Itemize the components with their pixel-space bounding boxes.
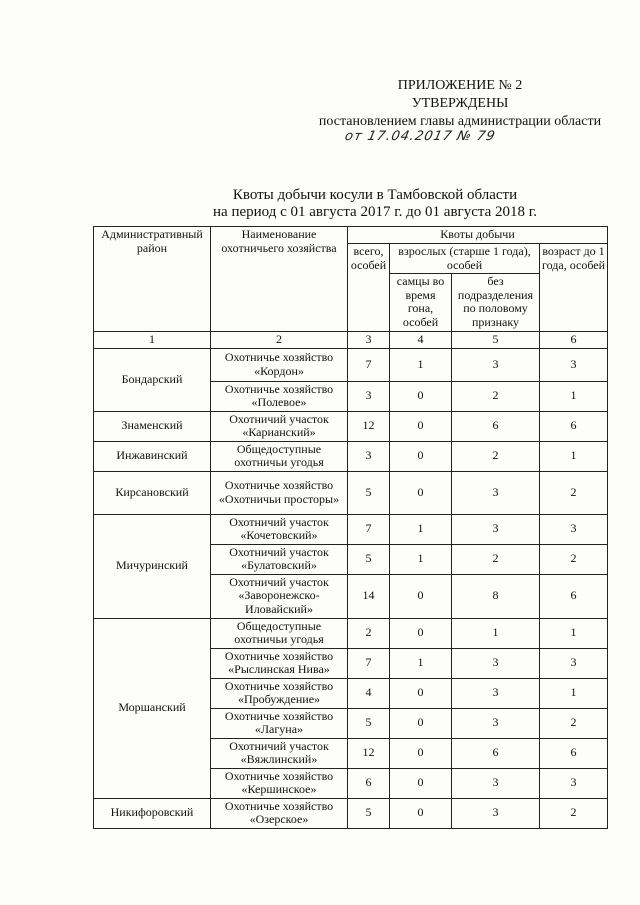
young-cell: 3	[540, 348, 608, 381]
farm-cell: Охотничий участок «Булатовский»	[211, 544, 348, 574]
header-under-one: возраст до 1 года, особей	[540, 244, 608, 332]
young-cell: 3	[540, 514, 608, 544]
farm-cell: Охотничье хозяйство «Полевое»	[211, 381, 348, 411]
total-cell: 2	[348, 618, 390, 648]
farm-cell: Охотничий участок «Заворонежско-Иловайский»	[211, 574, 348, 618]
farm-cell: Общедоступные охотничьи угодья	[211, 618, 348, 648]
young-cell: 6	[540, 738, 608, 768]
no-sex-cell: 3	[452, 471, 540, 514]
males-cell: 1	[390, 648, 452, 678]
farm-cell: Общедоступные охотничьи угодья	[211, 441, 348, 471]
young-cell: 1	[540, 618, 608, 648]
no-sex-cell: 3	[452, 798, 540, 828]
total-cell: 7	[348, 348, 390, 381]
young-cell: 2	[540, 798, 608, 828]
no-sex-cell: 3	[452, 708, 540, 738]
total-cell: 5	[348, 544, 390, 574]
decree-line: постановлением главы администрации области	[318, 114, 602, 129]
males-cell: 1	[390, 514, 452, 544]
total-cell: 7	[348, 648, 390, 678]
no-sex-cell: 6	[452, 411, 540, 441]
district-cell: Знаменский	[94, 411, 211, 441]
total-cell: 4	[348, 678, 390, 708]
total-cell: 3	[348, 441, 390, 471]
young-cell: 2	[540, 471, 608, 514]
column-number: 1	[94, 332, 211, 349]
header-district: Административный район	[94, 227, 211, 332]
table-row	[94, 798, 608, 828]
title-line-2: на период с 01 августа 2017 г. до 01 августа 2018 г.	[213, 204, 537, 220]
males-cell: 0	[390, 618, 452, 648]
no-sex-cell: 3	[452, 514, 540, 544]
males-cell: 0	[390, 708, 452, 738]
document-title	[150, 187, 600, 221]
young-cell: 1	[540, 678, 608, 708]
handwritten-date-number: от 17.04.2017 № 79	[343, 129, 498, 144]
appendix-number: ПРИЛОЖЕНИЕ № 2	[397, 78, 523, 93]
farm-cell: Охотничье хозяйство «Лагуна»	[211, 708, 348, 738]
males-cell: 0	[390, 471, 452, 514]
total-cell: 12	[348, 411, 390, 441]
district-cell: Моршанский	[94, 618, 211, 798]
table-row	[94, 471, 608, 514]
no-sex-cell: 2	[452, 381, 540, 411]
no-sex-cell: 2	[452, 544, 540, 574]
males-cell: 0	[390, 441, 452, 471]
males-cell: 0	[390, 574, 452, 618]
farm-cell: Охотничье хозяйство «Кордон»	[211, 348, 348, 381]
farm-cell: Охотничье хозяйство «Охотничьи просторы»	[211, 471, 348, 514]
no-sex-cell: 1	[452, 618, 540, 648]
quota-table	[93, 226, 608, 829]
approved-label: УТВЕРЖДЕНЫ	[411, 96, 509, 111]
no-sex-cell: 3	[452, 768, 540, 798]
district-cell: Инжавинский	[94, 441, 211, 471]
table-row	[94, 411, 608, 441]
farm-cell: Охотничье хозяйство «Кершинское»	[211, 768, 348, 798]
no-sex-cell: 3	[452, 678, 540, 708]
total-cell: 3	[348, 381, 390, 411]
header-total: всего, особей	[348, 244, 390, 332]
males-cell: 0	[390, 768, 452, 798]
table-row	[94, 514, 608, 544]
young-cell: 1	[540, 381, 608, 411]
total-cell: 12	[348, 738, 390, 768]
young-cell: 6	[540, 574, 608, 618]
young-cell: 2	[540, 708, 608, 738]
header-adults: взрослых (старше 1 года), особей	[390, 244, 540, 274]
header-quotas: Квоты добычи	[348, 227, 608, 244]
young-cell: 2	[540, 544, 608, 574]
no-sex-cell: 2	[452, 441, 540, 471]
young-cell: 3	[540, 768, 608, 798]
total-cell: 5	[348, 798, 390, 828]
table-row	[94, 441, 608, 471]
total-cell: 5	[348, 708, 390, 738]
males-cell: 0	[390, 411, 452, 441]
no-sex-cell: 3	[452, 348, 540, 381]
district-cell: Мичуринский	[94, 514, 211, 618]
total-cell: 7	[348, 514, 390, 544]
header-no-sex: без подразделения по половому признаку	[452, 274, 540, 332]
farm-cell: Охотничье хозяйство «Озерское»	[211, 798, 348, 828]
no-sex-cell: 3	[452, 648, 540, 678]
column-number: 6	[540, 332, 608, 349]
column-numbers-row	[94, 332, 608, 349]
district-cell: Кирсановский	[94, 471, 211, 514]
column-number: 3	[348, 332, 390, 349]
farm-cell: Охотничий участок «Вяжлинский»	[211, 738, 348, 768]
young-cell: 3	[540, 648, 608, 678]
column-number: 2	[211, 332, 348, 349]
farm-cell: Охотничий участок «Кочетовский»	[211, 514, 348, 544]
males-cell: 0	[390, 798, 452, 828]
no-sex-cell: 6	[452, 738, 540, 768]
males-cell: 1	[390, 544, 452, 574]
column-number: 5	[452, 332, 540, 349]
males-cell: 0	[390, 678, 452, 708]
header-farm: Наименование охотничьего хозяйства	[211, 227, 348, 332]
title-line-1: Квоты добычи косули в Тамбовской области	[232, 187, 518, 203]
district-cell: Бондарский	[94, 348, 211, 411]
no-sex-cell: 8	[452, 574, 540, 618]
table-row	[94, 348, 608, 381]
table-row	[94, 618, 608, 648]
total-cell: 14	[348, 574, 390, 618]
males-cell: 1	[390, 348, 452, 381]
young-cell: 6	[540, 411, 608, 441]
total-cell: 6	[348, 768, 390, 798]
column-number: 4	[390, 332, 452, 349]
district-cell: Никифоровский	[94, 798, 211, 828]
young-cell: 1	[540, 441, 608, 471]
farm-cell: Охотничье хозяйство «Пробуждение»	[211, 678, 348, 708]
farm-cell: Охотничий участок «Карианский»	[211, 411, 348, 441]
total-cell: 5	[348, 471, 390, 514]
farm-cell: Охотничье хозяйство «Рыслинская Нива»	[211, 648, 348, 678]
header-males: самцы во время гона, особей	[390, 274, 452, 332]
males-cell: 0	[390, 738, 452, 768]
males-cell: 0	[390, 381, 452, 411]
